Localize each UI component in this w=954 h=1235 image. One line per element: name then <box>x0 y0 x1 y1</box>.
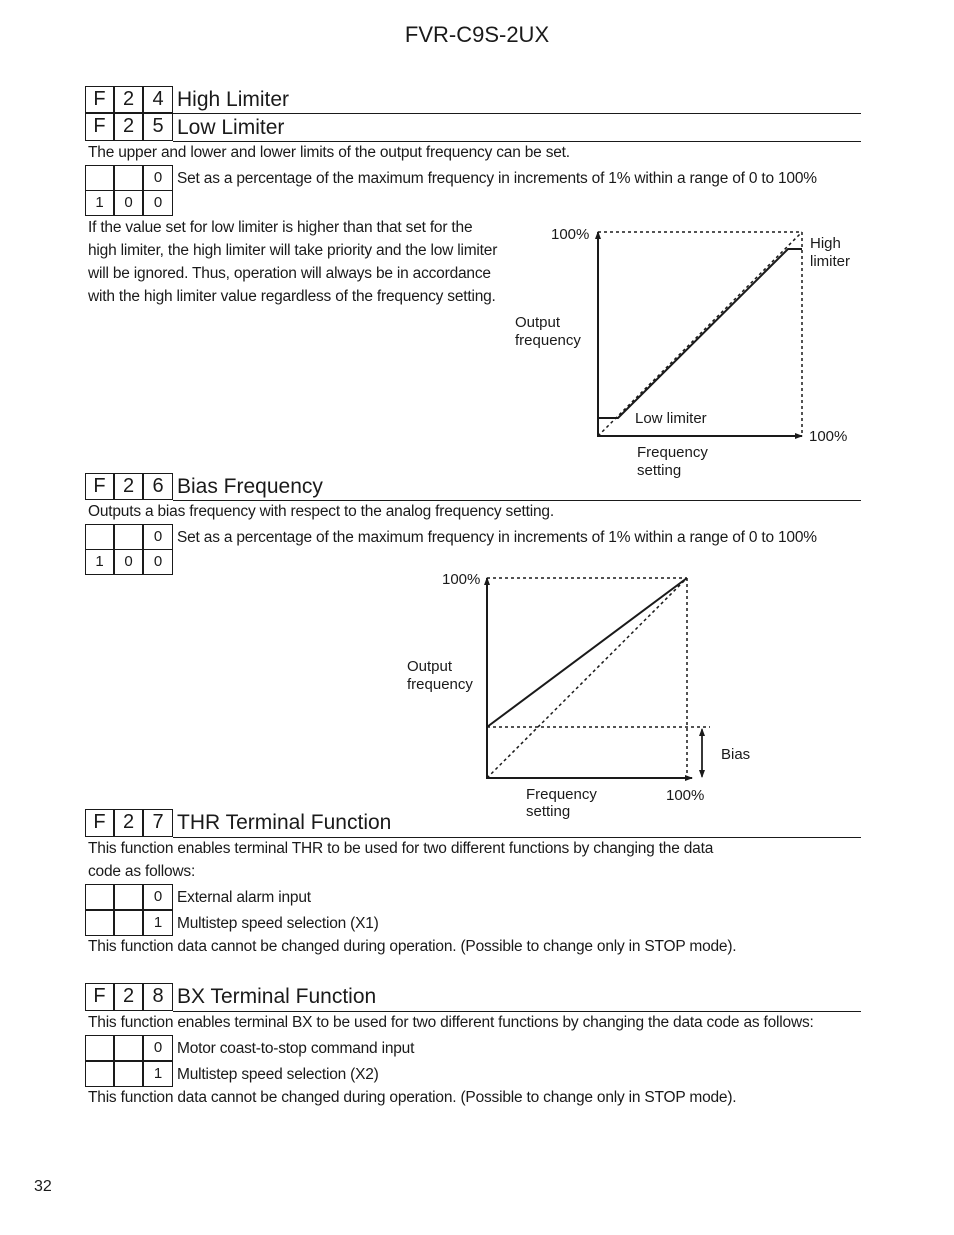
f25-setting-cell: 1 <box>85 190 114 216</box>
f26-code-cell: F <box>85 473 114 500</box>
f28-option-cell <box>85 1061 114 1087</box>
graph2-x-label-line2: setting <box>526 803 571 820</box>
f28-option-label: Multistep speed selection (X2) <box>177 1066 379 1083</box>
graph1-x-right-label: 100% <box>809 428 848 445</box>
f26-title: Bias Frequency <box>177 475 323 498</box>
f26-setting-cell: 1 <box>85 549 114 575</box>
graph2-reference-diagonal <box>487 578 687 778</box>
f27-option-cell: 0 <box>143 884 173 910</box>
f27-option-label: External alarm input <box>177 889 311 906</box>
graph2-x-label-line1: Frequency <box>526 786 597 803</box>
f25-setting-cell: 0 <box>143 165 173 191</box>
f28-note: This function data cannot be changed during operation. (Possible to change only in STOP mode). <box>88 1089 737 1106</box>
graph2-y-label-line2: frequency <box>407 676 473 693</box>
f25-title: Low Limiter <box>177 116 285 139</box>
f28-description: This function enables terminal BX to be used for two different functions by changing the data code as follows: <box>88 1014 814 1031</box>
f25-setting-cell: 0 <box>143 190 173 216</box>
f26-setting-description: Set as a percentage of the maximum frequency in increments of 1% within a range of 0 to 100% <box>177 529 817 546</box>
f28-option-cell: 0 <box>143 1035 173 1061</box>
f27-option-cell <box>85 910 114 936</box>
f24-code-cell: 4 <box>143 86 173 113</box>
f28-code-cell: 8 <box>143 983 173 1011</box>
f27-code-cell: F <box>85 809 114 837</box>
f25-setting-description: Set as a percentage of the maximum frequency in increments of 1% within a range of 0 to 100% <box>177 170 817 187</box>
f24-code-cell: F <box>85 86 114 113</box>
f24-code-cell: 2 <box>114 86 143 113</box>
graph1-y-label-line1: Output <box>515 314 561 331</box>
f28-option-cell <box>85 1035 114 1061</box>
f27-option-cell: 1 <box>143 910 173 936</box>
graph2-y-label-line1: Output <box>407 658 453 675</box>
f27-option-cell <box>114 910 143 936</box>
f28-code-cell: F <box>85 983 114 1011</box>
graph2-output-curve <box>487 578 687 727</box>
f27-code-cell: 2 <box>114 809 143 837</box>
f25-limiter-note: If the value set for low limiter is higher than that set for the high limiter, the high limiter will take priority and the low limiter will be ignored. Thus, operation will always be in accordance with the high limiter value regardless of the frequency setting. <box>88 219 498 305</box>
graph1-y-label-line2: frequency <box>515 332 581 349</box>
graph2-bias-label: Bias <box>721 746 751 763</box>
f27-option-label: Multistep speed selection (X1) <box>177 915 379 932</box>
graph1-y-top-label: 100% <box>551 226 590 243</box>
graph2-x-right-label: 100% <box>666 787 705 804</box>
document-title: FVR-C9S-2UX <box>404 22 550 47</box>
f25-description: The upper and lower and lower limits of the output frequency can be set. <box>88 144 570 161</box>
f25-setting-cell: 0 <box>114 190 143 216</box>
graph2-y-top-label: 100% <box>442 571 481 588</box>
f25-code-cell: 5 <box>143 113 173 141</box>
f26-setting-cell: 0 <box>143 549 173 575</box>
graph1-x-label-line1: Frequency <box>637 444 708 461</box>
f27-title: THR Terminal Function <box>177 811 392 834</box>
f25-code-cell: F <box>85 113 114 141</box>
graph1-high-limiter-line2: limiter <box>810 253 850 270</box>
f28-option-cell <box>114 1035 143 1061</box>
f26-setting-cell: 0 <box>114 549 143 575</box>
f28-option-cell: 1 <box>143 1061 173 1087</box>
page-number: 32 <box>34 1178 52 1195</box>
f26-description: Outputs a bias frequency with respect to the analog frequency setting. <box>88 503 554 520</box>
f25-code-cell: 2 <box>114 113 143 141</box>
f26-code-cell: 2 <box>114 473 143 500</box>
graph1-low-limiter-label: Low limiter <box>635 410 707 427</box>
f26-code-cell: 6 <box>143 473 173 500</box>
f27-option-cell <box>85 884 114 910</box>
f28-code-cell: 2 <box>114 983 143 1011</box>
f27-code-cell: 7 <box>143 809 173 837</box>
f28-option-cell <box>114 1061 143 1087</box>
f26-setting-cell: 0 <box>143 524 173 550</box>
graph1-x-label-line2: setting <box>637 462 682 479</box>
f27-option-cell <box>114 884 143 910</box>
f28-option-label: Motor coast-to-stop command input <box>177 1040 415 1057</box>
f28-title: BX Terminal Function <box>177 985 377 1008</box>
f24-title: High Limiter <box>177 88 290 111</box>
f27-description: This function enables terminal THR to be used for two different functions by changing the data code as follows: <box>88 840 714 880</box>
graph1-high-limiter-line1: High <box>810 235 841 252</box>
f27-note: This function data cannot be changed during operation. (Possible to change only in STOP mode). <box>88 938 737 955</box>
